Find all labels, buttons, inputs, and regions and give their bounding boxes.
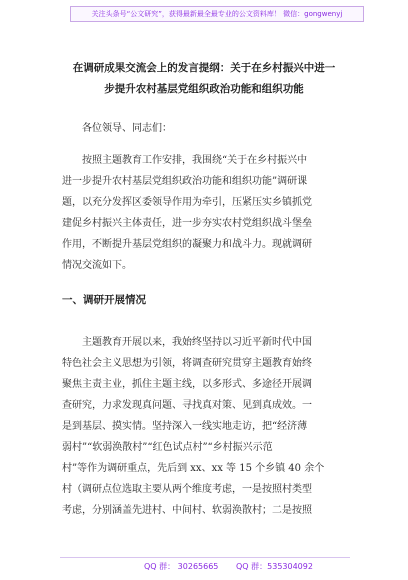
paragraph-line: 作用，不断提升基层党组织的凝聚力和战斗力。现就调研	[62, 239, 312, 250]
section-paragraph	[62, 332, 348, 521]
promo-banner[interactable]: 关注头条号“公文研究”，获得最新最全最专业的公文资料库！ 微信：gongwenyj	[70, 6, 364, 22]
paragraph-line: 弱村”“软弱涣散村”“红色试点村”“乡村振兴示范	[62, 442, 273, 453]
paragraph-line: 考虑，分别涵盖先进村、中间村、软弱涣散村；二是按照	[62, 505, 312, 516]
document-title-line-2: 步提升农村基层党组织政治功能和组织功能	[104, 83, 304, 95]
document-title-line-1: 在调研成果交流会上的发言提纲：关于在乡村振兴中进一	[72, 62, 336, 74]
paragraph-line: 村”等作为调研重点，先后到 xx、xx 等 15 个乡镇 40 余个	[62, 463, 325, 474]
paragraph-line: 聚焦主责主业，抓住主题主线，以多形式、多途径开展调	[62, 379, 312, 390]
paragraph-line: 查研究，力求发现真问题、寻找真对策、见到真成效。一	[62, 400, 312, 411]
section-heading: 一、调研开展情况	[62, 294, 146, 306]
paragraph-line: 情况交流如下。	[62, 260, 132, 271]
paragraph-line: 建促乡村振兴主体责任，进一步夯实农村党组织战斗堡垒	[62, 218, 312, 229]
paragraph-line: 特色社会主义思想为引领，将调查研究贯穿主题教育始终	[62, 358, 312, 369]
footer-qq-group-1[interactable]: QQ 群： 30265665	[144, 562, 219, 571]
footer-qq-group-2[interactable]: QQ 群：535304092	[236, 562, 313, 571]
paragraph-line: 按照主题教育工作安排，我围绕“关于在乡村振兴中	[82, 155, 308, 166]
intro-paragraph	[62, 150, 348, 276]
paragraph-line: 进一步提升农村基层党组织政治功能和组织功能”调研课	[62, 176, 308, 187]
paragraph-line: 村（调研点位选取主要从两个维度考虑，一是按照村类型	[62, 484, 312, 495]
footer	[0, 561, 408, 575]
paragraph-line: 是到基层、摸实情。坚持深入一线实地走访，把“经济薄	[62, 421, 308, 432]
paragraph-line: 题，以充分发挥区委领导作用为牵引，压紧压实乡镇抓党	[62, 197, 312, 208]
paragraph-line: 主题教育开展以来，我始终坚持以习近平新时代中国	[82, 337, 312, 348]
footer-divider	[60, 557, 350, 558]
greeting: 各位领导、同志们：	[82, 123, 172, 134]
